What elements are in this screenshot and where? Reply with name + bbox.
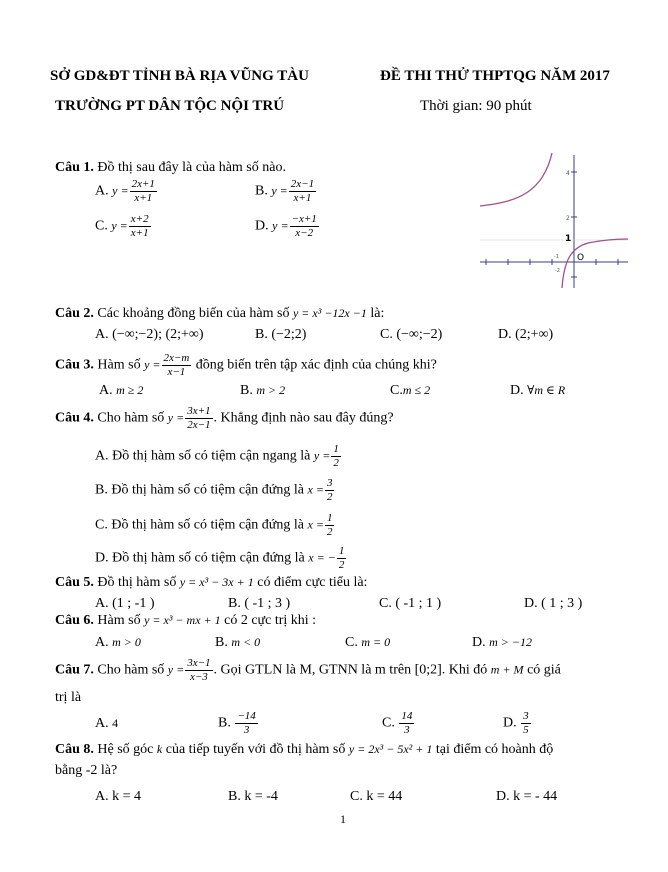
question-3-text-a: Hàm số — [97, 357, 141, 373]
label-1: 1 — [565, 234, 572, 244]
question-8-text-a: Hệ số góc — [97, 742, 154, 757]
q5-option-d[interactable]: D. ( 1 ; 3 ) — [524, 596, 583, 611]
q4-option-a[interactable]: A. Đồ thị hàm số có tiệm cận ngang là y = $\frac{1}{2}$ — [95, 443, 339, 469]
q2-option-a[interactable]: A. (−∞;−2); (2;+∞) — [95, 327, 204, 342]
header-exam-title: ĐỀ THI THỬ THPTQG NĂM 2017 — [380, 68, 610, 84]
question-5-text-b: có điểm cực tiểu là: — [257, 575, 368, 590]
question-7-label: Câu 7. — [55, 662, 94, 678]
q5-option-c[interactable]: C. ( -1 ; 1 ) — [379, 596, 442, 611]
q1-option-b[interactable] — [255, 178, 317, 205]
q3-option-a[interactable]: A. m ≥ 2 — [99, 383, 144, 398]
question-8-text-b: của tiếp tuyến với đồ thị hàm số — [165, 742, 346, 757]
q5-option-a[interactable]: A. (1 ; -1 ) — [95, 596, 155, 611]
q1-option-a[interactable] — [95, 178, 158, 205]
question-2-text-b: là: — [370, 306, 385, 321]
question-3-text-b: đồng biến trên tập xác định của chúng khi? — [195, 357, 437, 373]
question-8-formula: y = 2x³ − 5x² + 1 — [348, 742, 433, 756]
question-4-text-b: . Khẳng định nào sau đây đúng? — [213, 410, 394, 426]
question-7-sum: m + M — [490, 662, 524, 677]
question-8-continuation: bằng -2 là? — [55, 763, 118, 778]
question-1 — [55, 160, 286, 176]
q1-option-d-fraction: $\frac{-x+1}{x-2}$ — [291, 213, 317, 239]
page-number: 1 — [340, 812, 346, 826]
question-6 — [55, 613, 316, 629]
tick-label-4: 4 — [566, 170, 570, 177]
question-7-prefix: y = — [167, 662, 185, 677]
q4-option-d[interactable]: D. Đồ thị hàm số có tiệm cận đứng là x = − $\frac{1}{2}$ — [95, 545, 345, 571]
question-6-text-a: Hàm số — [97, 613, 141, 628]
q8-option-d[interactable]: D. k = - 44 — [496, 789, 558, 804]
header-school: TRƯỜNG PT DÂN TỘC NỘI TRÚ — [55, 98, 285, 114]
q7-option-d[interactable]: D. $\frac{3}{5}$ — [503, 710, 529, 736]
question-7-fraction: $\frac{3x-1}{x-3}$ — [187, 657, 211, 683]
question-8-label: Câu 8. — [55, 742, 94, 757]
q8-option-c[interactable]: C. k = 44 — [350, 789, 403, 804]
tick-label-neg1: -1 — [554, 254, 559, 260]
curve-left-branch — [480, 153, 552, 206]
question-1-text: Đồ thị sau đây là của hàm số nào. — [97, 160, 286, 175]
q1-option-a-prefix: y = — [112, 183, 129, 198]
q6-option-b[interactable]: B. m < 0 — [215, 635, 261, 650]
question-3-label: Câu 3. — [55, 357, 94, 373]
q7-option-a[interactable]: A. 4 — [95, 716, 119, 731]
q1-option-c-prefix: y = — [111, 218, 128, 233]
q1-option-b-letter: B. — [255, 183, 268, 199]
q2-option-b[interactable]: B. (−2;2) — [255, 327, 307, 342]
q8-option-a[interactable]: A. k = 4 — [95, 789, 142, 804]
q3-option-c[interactable]: C.m ≤ 2 — [390, 383, 431, 398]
question-7-text-d: có giá — [527, 662, 561, 678]
q6-option-c[interactable]: C. m = 0 — [345, 635, 391, 650]
q3-option-b[interactable]: B. m > 2 — [240, 383, 286, 398]
question-7-interval: [0;2] — [414, 662, 442, 678]
q1-option-a-letter: A. — [95, 183, 109, 199]
question-7-text-a: Cho hàm số — [97, 662, 165, 678]
question-2-label: Câu 2. — [55, 306, 94, 321]
question-4-label: Câu 4. — [55, 410, 94, 426]
tick-label-2: 2 — [566, 215, 570, 222]
question-2-text-a: Các khoảng đồng biến của hàm số — [97, 306, 290, 321]
q4-option-c[interactable]: C. Đồ thị hàm số có tiệm cận đứng là x = $\frac{1}{2}$ — [95, 512, 333, 538]
question-7-text-b: . Gọi GTLN là M, GTNN là m trên — [213, 662, 412, 678]
q6-option-a[interactable]: A. m > 0 — [95, 635, 141, 650]
question-8-text-c: tại điểm có hoành độ — [435, 742, 554, 757]
question-2-formula: y = x³ −12x −1 — [292, 306, 367, 320]
q8-option-b[interactable]: B. k = -4 — [228, 789, 278, 804]
question-1-label: Câu 1. — [55, 160, 94, 175]
q1-option-b-prefix: y = — [271, 183, 288, 198]
question-4 — [55, 405, 394, 432]
q1-option-c-letter: C. — [95, 218, 108, 234]
q1-option-d-letter: D. — [255, 218, 269, 234]
q1-option-d[interactable] — [255, 213, 320, 240]
question-4-prefix: y = — [167, 410, 185, 425]
question-5-label: Câu 5. — [55, 575, 94, 590]
question-6-text-b: có 2 cực trị khi : — [224, 613, 317, 628]
question-6-formula: y = x³ − mx + 1 — [144, 613, 221, 627]
q2-option-d[interactable]: D. (2;+∞) — [498, 327, 554, 342]
header-time: Thời gian: 90 phút — [420, 98, 532, 114]
q4-option-b[interactable]: B. Đồ thị hàm số có tiệm cận đứng là x = $\frac{3}{2}$ — [95, 477, 333, 503]
question-5-text-a: Đồ thị hàm số — [97, 575, 177, 590]
question-4-text-a: Cho hàm số — [97, 410, 165, 426]
question-2 — [55, 306, 384, 322]
q5-option-b[interactable]: B. ( -1 ; 3 ) — [228, 596, 291, 611]
tick-label-neg2: -2 — [555, 268, 560, 274]
origin-label: O — [577, 253, 585, 263]
q7-option-b[interactable]: B. $\frac{-14}{3}$ — [218, 710, 256, 736]
q2-option-c[interactable]: C. (−∞;−2) — [380, 327, 443, 342]
q1-option-c-fraction: $\frac{x+2}{x+1}$ — [130, 213, 149, 239]
question-7-text-c: . Khi đó — [441, 662, 488, 678]
question-5-formula: y = x³ − 3x + 1 — [179, 575, 254, 589]
q1-option-b-fraction: $\frac{2x-1}{x+1}$ — [290, 178, 315, 204]
question-3-fraction: $\frac{2x-m}{x-1}$ — [163, 352, 190, 378]
question-8 — [55, 742, 553, 758]
q1-option-a-fraction: $\frac{2x+1}{x+1}$ — [131, 178, 155, 204]
q1-option-c[interactable] — [95, 213, 152, 240]
question-5 — [55, 575, 367, 591]
q3-option-d[interactable]: D. ∀m ∈ R — [510, 383, 566, 398]
question-3-prefix: y = — [144, 357, 161, 372]
question-8-k: k — [156, 742, 163, 756]
header-department: SỞ GD&ĐT TỈNH BÀ RỊA VŨNG TÀU — [50, 68, 309, 84]
question-3 — [55, 352, 437, 379]
q6-option-d[interactable]: D. m > −12 — [472, 635, 532, 650]
question-4-fraction: $\frac{3x+1}{2x-1}$ — [187, 405, 211, 431]
q1-option-d-prefix: y = — [272, 218, 289, 233]
function-graph — [478, 150, 633, 290]
question-7 — [55, 657, 561, 684]
question-6-label: Câu 6. — [55, 613, 94, 628]
q7-option-c[interactable]: C. $\frac{14}{3}$ — [382, 710, 413, 736]
question-7-continuation: trị là — [55, 690, 82, 705]
